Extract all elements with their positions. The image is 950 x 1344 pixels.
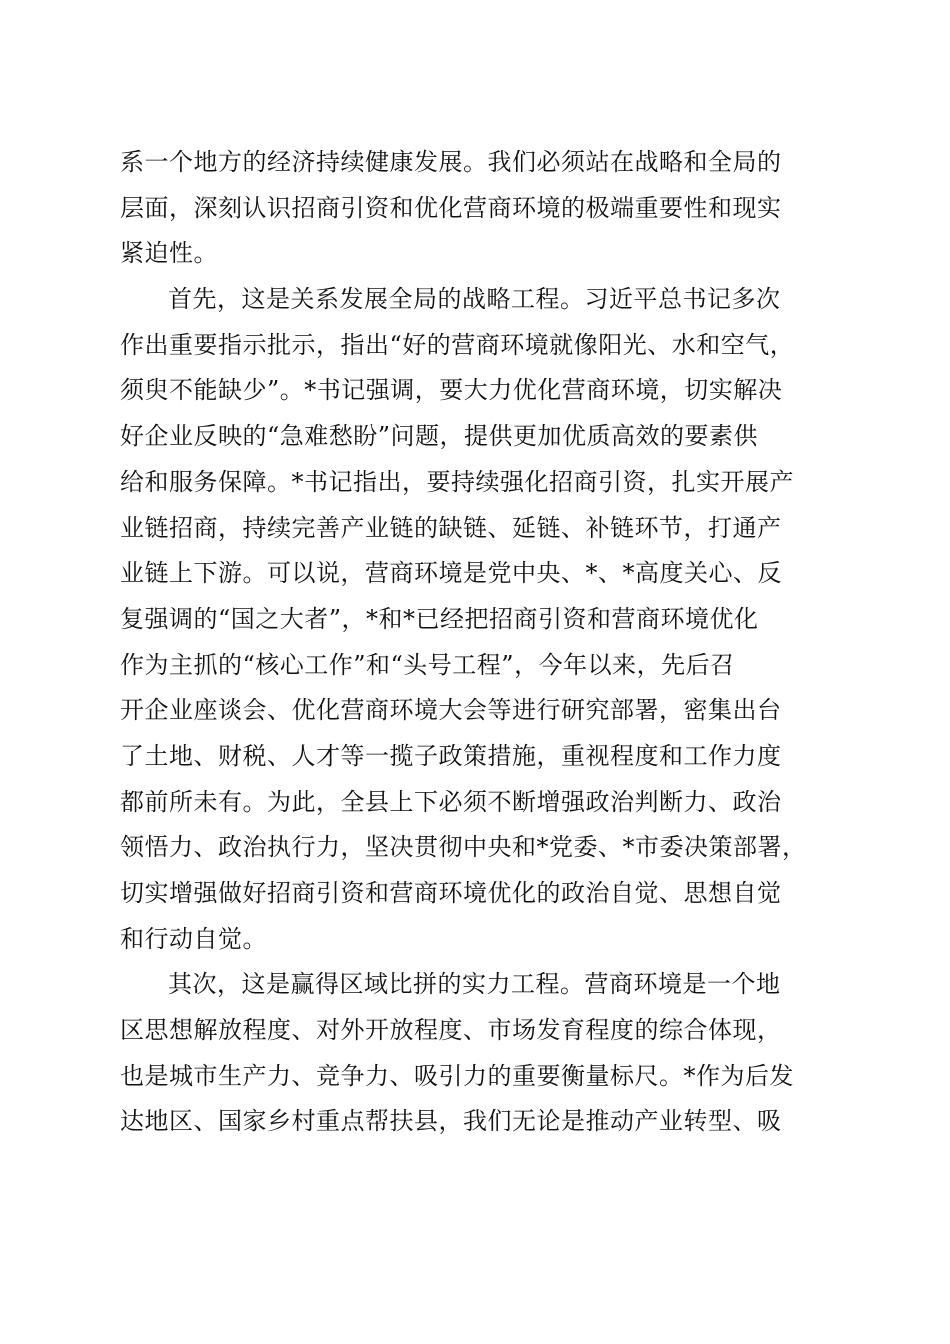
text-line: 达地区、国家乡村重点帮扶县，我们无论是推动产业转型、吸 (120, 1107, 782, 1136)
paragraph-3 (120, 962, 840, 1145)
text-line: 切实增强做好招商引资和营商环境优化的政治自觉、思想自觉 (120, 879, 782, 907)
text-line: 领悟力、政治执行力，坚决贯彻中央和*党委、*市委决策部署， (120, 833, 807, 862)
text-line: 和行动自觉。 (120, 924, 267, 953)
text-line: 作出重要指示批示，指出“好的营商环境就像阳光、水和空气， (120, 330, 795, 359)
text-line: 系一个地方的经济持续健康发展。我们必须站在战略和全局的 (120, 148, 782, 176)
text-line: 了土地、财税、人才等一揽子政策措施，重视程度和工作力度 (120, 741, 782, 770)
paragraph-2 (120, 277, 840, 962)
text-line: 开企业座谈会、优化营商环境大会等进行研究部署，密集出台 (120, 696, 782, 725)
text-line: 须臾不能缺少”。*书记强调，要大力优化营商环境，切实解决 (120, 376, 783, 405)
text-line: 都前所未有。为此，全县上下必须不断增强政治判断力、政治 (120, 787, 782, 816)
text-line: 紧迫性。 (120, 239, 218, 268)
text-line: 作为主抓的“核心工作”和“头号工程”，今年以来，先后召 (120, 650, 735, 679)
text-line: 层面，深刻认识招商引资和优化营商环境的极端重要性和现实 (120, 193, 782, 222)
text-line: 其次，这是赢得区域比拼的实力工程。营商环境是一个地 (168, 970, 781, 999)
text-line: 首先，这是关系发展全局的战略工程。习近平总书记多次 (168, 285, 781, 314)
paragraph-1 (120, 140, 840, 277)
text-line: 业链上下游。可以说，营商环境是党中央、*、*高度关心、反 (120, 559, 782, 588)
text-line: 给和服务保障。*书记指出，要持续强化招商引资，扎实开展产 (120, 467, 794, 496)
text-line: 复强调的“国之大者”，*和*已经把招商引资和营商环境优化 (120, 604, 759, 633)
text-line: 业链招商，持续完善产业链的缺链、延链、补链环节，打通产 (120, 513, 782, 542)
text-line: 好企业反映的“急难愁盼”问题，提供更加优质高效的要素供 (120, 422, 759, 451)
body-text (120, 140, 840, 1145)
text-line: 区思想解放程度、对外开放程度、市场发育程度的综合体现， (120, 1016, 782, 1045)
text-line: 也是城市生产力、竞争力、吸引力的重要衡量标尺。*作为后发 (120, 1061, 794, 1090)
